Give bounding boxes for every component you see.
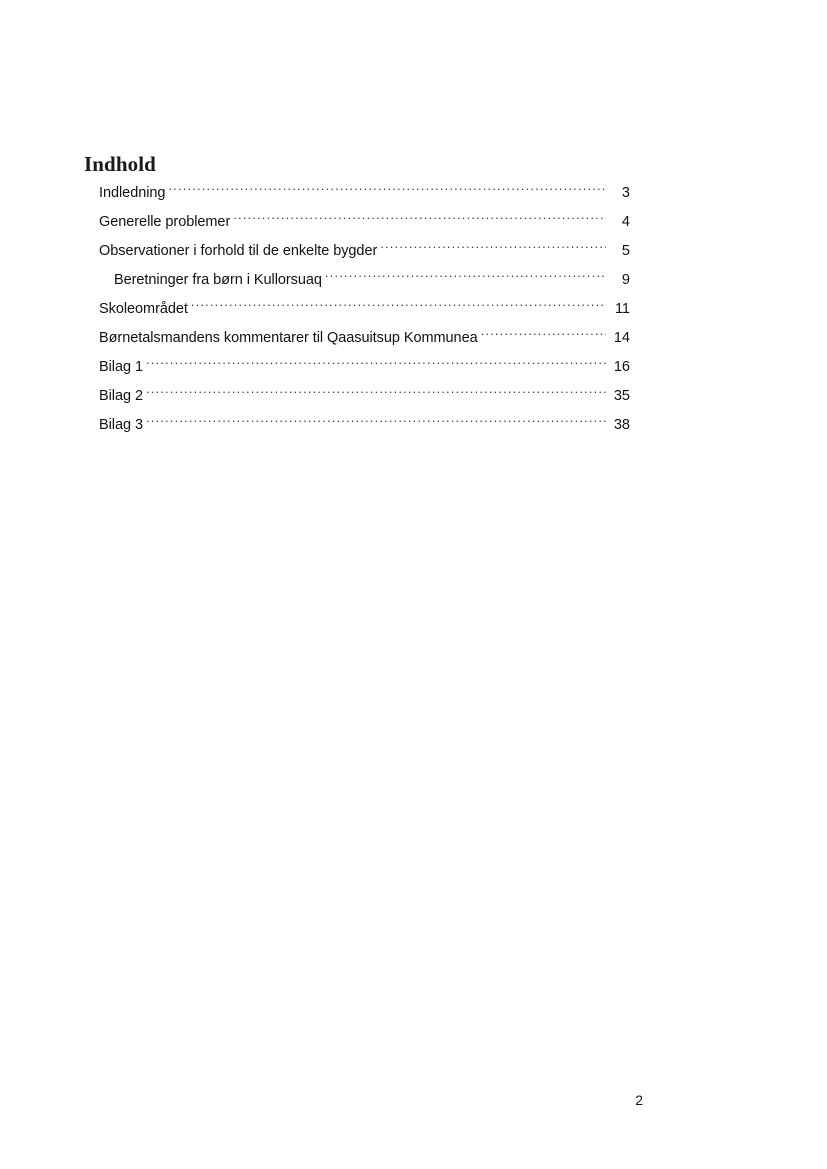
- toc-dot-leader: [481, 328, 606, 342]
- toc-entry-page-number: 5: [621, 243, 630, 259]
- toc-entry[interactable]: [84, 411, 630, 440]
- toc-entry-title: Beretninger fra børn i Kullorsuaq: [114, 272, 322, 288]
- toc-entry-page-number: 35: [613, 388, 630, 404]
- toc-entry-title: Generelle problemer: [99, 214, 231, 230]
- footer-page-number: 2: [635, 1092, 643, 1108]
- toc-entry-page-number: 9: [621, 272, 630, 288]
- toc-entry-page-number: 4: [621, 214, 630, 230]
- toc-entry-page-number: 14: [613, 330, 630, 346]
- toc-entry-title: Skoleområdet: [99, 301, 188, 317]
- toc-entry[interactable]: [84, 382, 630, 411]
- table-of-contents: [84, 179, 630, 440]
- toc-entry-page-number: 11: [614, 301, 630, 317]
- toc-entry-title: Indledning: [99, 185, 166, 201]
- toc-entry-title: Bilag 1: [99, 359, 143, 375]
- toc-dot-leader: [146, 386, 606, 400]
- toc-dot-leader: [325, 270, 606, 284]
- toc-dot-leader: [168, 183, 606, 197]
- toc-entry[interactable]: [84, 237, 630, 266]
- toc-entry-page-number: 16: [613, 359, 630, 375]
- toc-dot-leader: [146, 357, 606, 371]
- toc-entry[interactable]: [84, 295, 630, 324]
- toc-entry[interactable]: [84, 353, 630, 382]
- toc-entry-title: Børnetalsmandens kommentarer til Qaasuitsup Kommunea: [99, 330, 478, 346]
- toc-entry-page-number: 3: [621, 185, 630, 201]
- toc-dot-leader: [191, 299, 606, 313]
- toc-entry-title: Bilag 2: [99, 388, 143, 404]
- toc-entry[interactable]: [84, 266, 630, 295]
- toc-dot-leader: [380, 241, 606, 255]
- toc-entry-title: Bilag 3: [99, 417, 143, 433]
- page-title: Indhold: [84, 152, 156, 176]
- toc-entry[interactable]: [84, 208, 630, 237]
- toc-dot-leader: [146, 415, 606, 429]
- toc-dot-leader: [233, 212, 606, 226]
- toc-entry[interactable]: [84, 179, 630, 208]
- toc-entry-page-number: 38: [613, 417, 630, 433]
- toc-entry-title: Observationer i forhold til de enkelte bygder: [99, 243, 378, 259]
- toc-entry[interactable]: [84, 324, 630, 353]
